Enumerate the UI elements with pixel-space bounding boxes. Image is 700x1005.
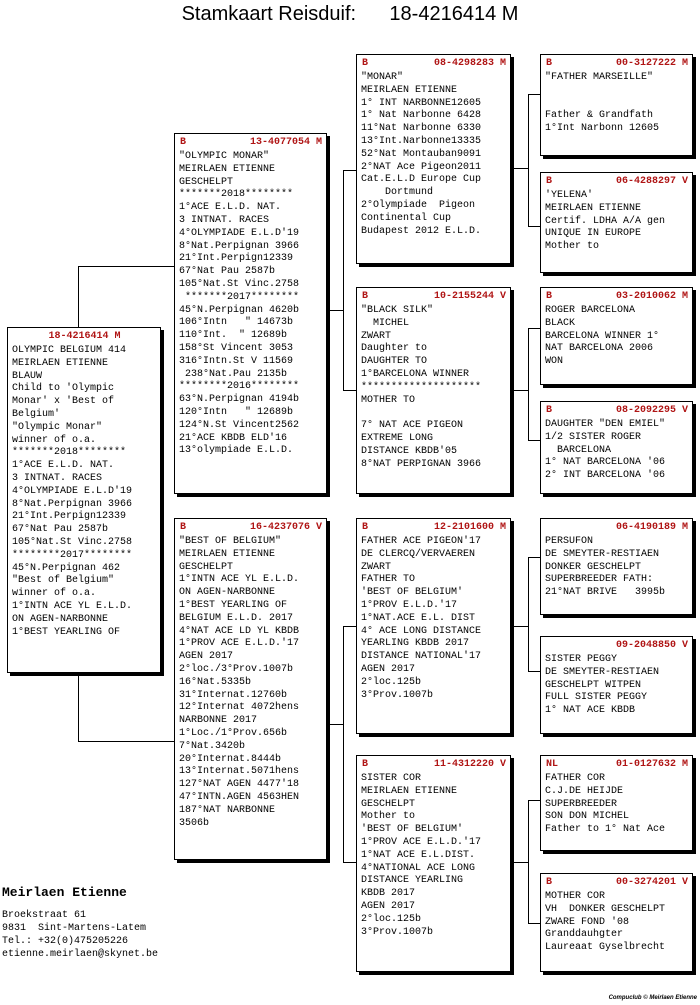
connector-line	[78, 741, 174, 742]
card-line: 13°Int.Narbonne13335	[361, 135, 482, 147]
card-line: Daughter to	[361, 343, 428, 355]
card-line: EXTREME LONG	[361, 432, 434, 444]
ring-number: 12-2101600 M	[433, 522, 506, 533]
ring-number: 06-4288297 V	[615, 176, 688, 187]
card-line: 4°OLYMPIADE E.L.D'19	[179, 227, 300, 239]
card-line: MEIRLAEN ETIENNE	[361, 84, 458, 96]
country-code: B	[180, 137, 187, 148]
dds-card[interactable]	[540, 755, 693, 851]
card-line: 1°ACE E.L.D. NAT.	[179, 202, 282, 214]
card-line: "BLACK SILK"	[361, 305, 434, 316]
card-line: 2°loc./3°Prov.1007b	[179, 663, 294, 675]
card-line: 120°Intn " 12689b	[179, 406, 294, 418]
card-line: 1°NAT ACE E.L.DIST.	[361, 849, 476, 861]
owner-address: Broekstraat 61	[2, 910, 87, 921]
card-line: GESCHELPT	[179, 176, 234, 188]
subject-card[interactable]	[7, 327, 161, 673]
card-line: DAUGHTER "DEN EMIEL"	[545, 419, 666, 430]
card-line: DISTANCE NATIONAL'17	[361, 651, 482, 663]
ring-number: 00-3274201 V	[615, 877, 688, 888]
owner-city: 9831 Sint-Martens-Latem	[2, 923, 147, 934]
card-line: 67°Nat Pau 2587b	[12, 524, 109, 536]
card-line: 1°INTN ACE YL E.L.D.	[12, 600, 133, 612]
card-line: 52°Nat Montauban9091	[361, 148, 482, 160]
card-line	[361, 407, 507, 420]
card-line: Continental Cup	[361, 212, 452, 224]
ssd-card[interactable]	[540, 172, 693, 273]
card-line: ROGER BARCELONA	[545, 305, 636, 316]
sire-dam-card[interactable]	[356, 287, 511, 494]
card-line: 21°ACE KBDB ELD'16	[179, 432, 288, 444]
card-body	[541, 70, 692, 136]
card-line: 1°Int Narbonn 12605	[545, 123, 660, 135]
country-code: B	[546, 877, 553, 888]
card-body	[175, 149, 326, 458]
card-line: MICHEL	[361, 317, 410, 329]
ring-number: 08-2092295 V	[615, 405, 688, 416]
card-line: 4° ACE LONG DISTANCE	[361, 625, 482, 637]
card-line: 1°BARCELONA WINNER	[361, 368, 470, 380]
card-line: 13°Internat.5071hens	[179, 766, 300, 778]
card-line: 7°Nat.3420b	[179, 740, 246, 752]
card-line: 13°olympiade E.L.D.	[179, 445, 294, 457]
card-line: 8°NAT PERPIGNAN 3966	[361, 458, 482, 470]
card-body	[541, 188, 692, 254]
card-line: 47°INTN.AGEN 4563HEN	[179, 791, 300, 803]
card-line: MOTHER TO	[361, 394, 416, 406]
card-line: BLACK	[545, 317, 576, 329]
connector-line	[511, 390, 529, 391]
country-code: B	[362, 522, 369, 533]
dsd-card[interactable]	[540, 636, 693, 734]
card-line: "BEST OF BELGIUM"	[179, 536, 282, 547]
card-line: YEARLING KBDB 2017	[361, 638, 470, 650]
card-line: NAT BARCELONA 2006	[545, 343, 654, 355]
card-line: MOTHER COR	[545, 891, 606, 902]
card-line: "Olympic Monar"	[12, 421, 103, 433]
card-line: 127°NAT AGEN 4477'18	[179, 779, 300, 791]
connector-line	[78, 672, 79, 742]
country-code: B	[546, 405, 553, 416]
connector-line	[327, 310, 344, 311]
connector-line	[528, 557, 529, 672]
card-line: "FATHER MARSEILLE"	[545, 72, 654, 83]
dam-sire-card[interactable]	[356, 518, 511, 734]
card-line: GESCHELPT WITPEN	[545, 679, 642, 691]
card-body	[357, 771, 510, 939]
card-line: FULL SISTER PEGGY	[545, 692, 648, 704]
card-line: 110°Int. " 12689b	[179, 330, 288, 342]
connector-line	[528, 671, 540, 672]
connector-line	[343, 862, 356, 863]
card-line: 21°NAT BRIVE 3995b	[545, 587, 666, 599]
card-line: 124°N.St Vincent2562	[179, 419, 300, 431]
card-line: 1° NAT BARCELONA '06	[545, 457, 666, 469]
card-line: BARCELONA WINNER 1°	[545, 330, 660, 342]
ring-number: 03-2010062 M	[615, 291, 688, 302]
card-line: Father & Grandfath	[545, 110, 654, 122]
card-line: 16°Nat.5335b	[179, 676, 252, 688]
owner-phone: Tel.: +32(0)475205226	[2, 936, 129, 947]
card-line: BARCELONA	[545, 444, 612, 456]
card-line: 3°Prov.1007b	[361, 926, 434, 938]
connector-line	[528, 328, 540, 329]
card-line: 31°Internat.12760b	[179, 689, 288, 701]
sds-card[interactable]	[540, 287, 693, 385]
card-line: 1° INT NARBONNE12605	[361, 97, 482, 109]
card-line: 105°Nat.St Vinc.2758	[12, 536, 133, 548]
card-line: Mother to	[361, 811, 416, 823]
card-line: SON DON MICHEL	[545, 811, 630, 823]
card-line: 3 INTNAT. RACES	[179, 214, 270, 226]
dam-dam-card[interactable]	[356, 755, 511, 972]
card-line: Budapest 2012 E.L.D.	[361, 225, 482, 237]
ring-number: 10-2155244 V	[433, 291, 506, 302]
country-code: B	[546, 176, 553, 187]
card-line: DISTANCE KBDB'05	[361, 445, 458, 457]
ring-number: 11-4312220 V	[433, 759, 506, 770]
card-line: 105°Nat.St Vinc.2758	[179, 278, 300, 290]
card-line: SISTER COR	[361, 773, 422, 784]
connector-line	[78, 266, 174, 267]
card-line: DISTANCE YEARLING	[361, 875, 464, 887]
card-line: 1° NAT ACE KBDB	[545, 705, 636, 717]
owner-email[interactable]: etienne.meirlaen@skynet.be	[2, 949, 159, 960]
card-line: "Best of Belgium"	[12, 575, 115, 587]
card-line: KBDB 2017	[361, 888, 416, 900]
card-line: 'BEST OF BELGIUM'	[361, 824, 464, 836]
card-line: AGEN 2017	[361, 663, 416, 675]
card-line: 4°OLYMPIADE E.L.D'19	[12, 485, 133, 497]
card-line: ********************	[361, 381, 482, 393]
card-line: Monar' x 'Best of	[12, 396, 115, 408]
card-line: GESCHELPT	[179, 561, 234, 573]
card-line	[545, 98, 689, 111]
card-line: 187°NAT NARBONNE	[179, 804, 276, 816]
card-body	[541, 771, 692, 837]
card-line: FATHER TO	[361, 574, 416, 586]
card-line: Certif. LDHA A/A gen	[545, 215, 666, 227]
connector-line	[528, 557, 540, 558]
card-line: 8°Nat.Perpignan 3966	[12, 498, 133, 510]
card-body	[541, 303, 692, 369]
card-line: MEIRLAEN ETIENNE	[545, 202, 642, 214]
card-line: 2°NAT Ace Pigeon2011	[361, 161, 482, 173]
card-line: 'YELENA'	[545, 190, 594, 201]
connector-line	[528, 440, 540, 441]
card-line: 3506b	[179, 817, 210, 829]
card-line: *******2018********	[12, 447, 127, 459]
connector-line	[511, 862, 529, 863]
country-code: B	[362, 291, 369, 302]
card-line: MEIRLAEN ETIENNE	[12, 357, 109, 369]
card-line: 20°Internat.8444b	[179, 753, 282, 765]
connector-line	[343, 626, 344, 863]
connector-line	[528, 800, 529, 924]
card-line: FATHER COR	[545, 773, 606, 784]
card-line: 1°INTN ACE YL E.L.D.	[179, 574, 300, 586]
card-line: MEIRLAEN ETIENNE	[361, 785, 458, 797]
sss-card[interactable]	[540, 54, 693, 156]
card-line: Granddauhgter	[545, 929, 624, 941]
card-line: AGEN 2017	[361, 900, 416, 912]
dss-card[interactable]	[540, 518, 693, 615]
card-line: C.J.DE HEIJDE	[545, 785, 624, 797]
footer-credit: Compuclub © Meirlaen Etienne	[608, 995, 697, 1001]
card-line: 2° INT BARCELONA '06	[545, 470, 666, 482]
card-line: 1°PROV ACE E.L.D.'17	[179, 638, 300, 650]
card-line: *******2018********	[179, 189, 294, 201]
card-line: 45°N.Perpignan 462	[12, 562, 121, 574]
card-line: MEIRLAEN ETIENNE	[179, 548, 276, 560]
ring-number: 13-4077054 M	[249, 137, 322, 148]
card-line: BLAUW	[12, 370, 43, 382]
card-line: *******2017********	[179, 291, 300, 303]
card-line: BELGIUM E.L.D. 2017	[179, 612, 294, 624]
card-line: MEIRLAEN ETIENNE	[179, 163, 276, 175]
card-line: Child to 'Olympic	[12, 383, 115, 395]
card-line: Belgium'	[12, 408, 61, 420]
card-line: 11°Nat Narbonne 6330	[361, 123, 482, 135]
dam-card[interactable]	[174, 518, 327, 860]
connector-line	[327, 724, 344, 725]
ring-number: 01-0127632 M	[615, 759, 688, 770]
card-body	[357, 70, 510, 238]
card-line: NARBONNE 2017	[179, 715, 258, 727]
card-line: 21°Int.Perpign12339	[179, 253, 294, 265]
card-body	[541, 534, 692, 600]
card-body	[357, 303, 510, 471]
card-line: 4°NAT ACE LD YL KBDB	[179, 625, 300, 637]
card-line: WON	[545, 356, 564, 368]
card-line: 4°NATIONAL ACE LONG	[361, 862, 476, 874]
card-line: winner of o.a.	[12, 434, 97, 446]
card-body	[175, 534, 326, 830]
sire-card[interactable]	[174, 133, 327, 494]
card-body	[541, 417, 692, 483]
card-line: 45°N.Perpignan 4620b	[179, 304, 300, 316]
card-line: SISTER PEGGY	[545, 654, 618, 665]
card-line: Dortmund	[361, 187, 434, 199]
card-line: 63°N.Perpignan 4194b	[179, 394, 300, 406]
card-body	[357, 534, 510, 702]
connector-line	[343, 170, 356, 171]
card-line: Laureaat Gyselbrecht	[545, 942, 666, 954]
card-line: 1° Nat Narbonne 6428	[361, 110, 482, 122]
card-line: FATHER ACE PIGEON'17	[361, 536, 482, 547]
country-code: B	[546, 58, 553, 69]
card-line: 1°ACE E.L.D. NAT.	[12, 460, 115, 472]
card-line: DE CLERCQ/VERVAEREN	[361, 548, 476, 560]
card-line: Cat.E.L.D Europe Cup	[361, 174, 482, 186]
country-code: B	[362, 759, 369, 770]
ddd-card[interactable]	[540, 873, 693, 972]
card-line: 2°loc.125b	[361, 913, 422, 925]
card-line: 106°Intn " 14673b	[179, 317, 294, 329]
connector-line	[528, 94, 529, 227]
card-line: 12°Internat 4072hens	[179, 702, 300, 714]
card-line: VH DONKER GESCHELPT	[545, 903, 666, 915]
card-line: ON AGEN-NARBONNE	[179, 587, 276, 599]
card-line: 238°Nat.Pau 2135b	[179, 368, 288, 380]
card-line: 7° NAT ACE PIGEON	[361, 420, 464, 432]
country-code: B	[546, 291, 553, 302]
card-body	[541, 889, 692, 955]
card-line: AGEN 2017	[179, 651, 234, 663]
card-line: 1°PROV E.L.D.'17	[361, 599, 458, 611]
country-code: B	[362, 58, 369, 69]
card-line: 158°St Vincent 3053	[179, 342, 294, 354]
card-line: ********2017********	[12, 549, 133, 561]
card-line: 3 INTNAT. RACES	[12, 472, 103, 484]
owner-name: Meirlaen Etienne	[2, 885, 127, 900]
ring-number: 18-4216414 M	[48, 331, 121, 342]
connector-line	[528, 94, 540, 95]
card-line: 3°Prov.1007b	[361, 689, 434, 701]
card-line: 1°BEST YEARLING OF	[12, 626, 121, 638]
ring-number: 08-4298283 M	[433, 58, 506, 69]
sire-sire-card[interactable]	[356, 54, 511, 264]
connector-line	[528, 923, 540, 924]
card-line: DONKER GESCHELPT	[545, 561, 642, 573]
ring-number: 16-4237076 V	[249, 522, 322, 533]
card-line: 8°Nat.Perpignan 3966	[179, 240, 300, 252]
card-line: GESCHELPT	[361, 798, 416, 810]
card-line: winner of o.a.	[12, 588, 97, 600]
owner-info	[2, 885, 158, 961]
connector-line	[528, 328, 529, 441]
card-line: DE SMEYTER-RESTIAEN	[545, 548, 660, 560]
card-line: "OLYMPIC MONAR"	[179, 151, 270, 162]
card-line: 1°NAT.ACE E.L. DIST	[361, 612, 476, 624]
ring-number: 09-2048850 V	[615, 640, 688, 651]
card-line: Mother to	[545, 241, 600, 253]
card-line	[545, 85, 689, 98]
card-line: 67°Nat Pau 2587b	[179, 266, 276, 278]
card-body	[8, 343, 160, 639]
card-line: "MONAR"	[361, 72, 404, 83]
card-line: DE SMEYTER-RESTIAEN	[545, 666, 660, 678]
connector-line	[343, 170, 344, 390]
connector-line	[528, 226, 540, 227]
card-line: OLYMPIC BELGIUM 414	[12, 345, 127, 356]
country-code: NL	[546, 759, 559, 770]
card-line: ON AGEN-NARBONNE	[12, 613, 109, 625]
card-line: 2°Olympiade Pigeon	[361, 199, 476, 211]
card-line: SUPERBREEDER	[545, 798, 618, 810]
connector-line	[528, 800, 540, 801]
card-line: 1°Loc./1°Prov.656b	[179, 727, 288, 739]
card-line: 21°Int.Perpign12339	[12, 511, 127, 523]
connector-line	[343, 626, 356, 627]
card-line: 1°PROV ACE E.L.D.'17	[361, 836, 482, 848]
connector-line	[343, 390, 356, 391]
sdd-card[interactable]	[540, 401, 693, 494]
card-line: 316°Intn.St V 11569	[179, 355, 294, 367]
connector-line	[78, 266, 79, 329]
ring-number: 06-4190189 M	[615, 522, 688, 533]
card-line: SUPERBREEDER FATH:	[545, 574, 654, 586]
connector-line	[511, 168, 529, 169]
card-line: ********2016********	[179, 381, 300, 393]
card-line: ZWART	[361, 330, 392, 342]
card-line: ZWARE FOND '08	[545, 916, 630, 928]
card-line: 1°BEST YEARLING OF	[179, 599, 288, 611]
ring-number: 00-3127222 M	[615, 58, 688, 69]
country-code: B	[180, 522, 187, 533]
card-line: UNIQUE IN EUROPE	[545, 228, 642, 240]
card-line: Father to 1° Nat Ace	[545, 824, 666, 836]
card-body	[541, 652, 692, 718]
page-title: Stamkaart Reisduif: 18-4216414 M	[181, 3, 519, 25]
card-line: PERSUFON	[545, 536, 594, 547]
card-line: 2°loc.125b	[361, 676, 422, 688]
card-line: 1/2 SISTER ROGER	[545, 431, 642, 443]
card-line: ZWART	[361, 561, 392, 573]
card-line: 'BEST OF BELGIUM'	[361, 587, 464, 599]
connector-line	[511, 626, 529, 627]
card-line: DAUGHTER TO	[361, 356, 428, 368]
